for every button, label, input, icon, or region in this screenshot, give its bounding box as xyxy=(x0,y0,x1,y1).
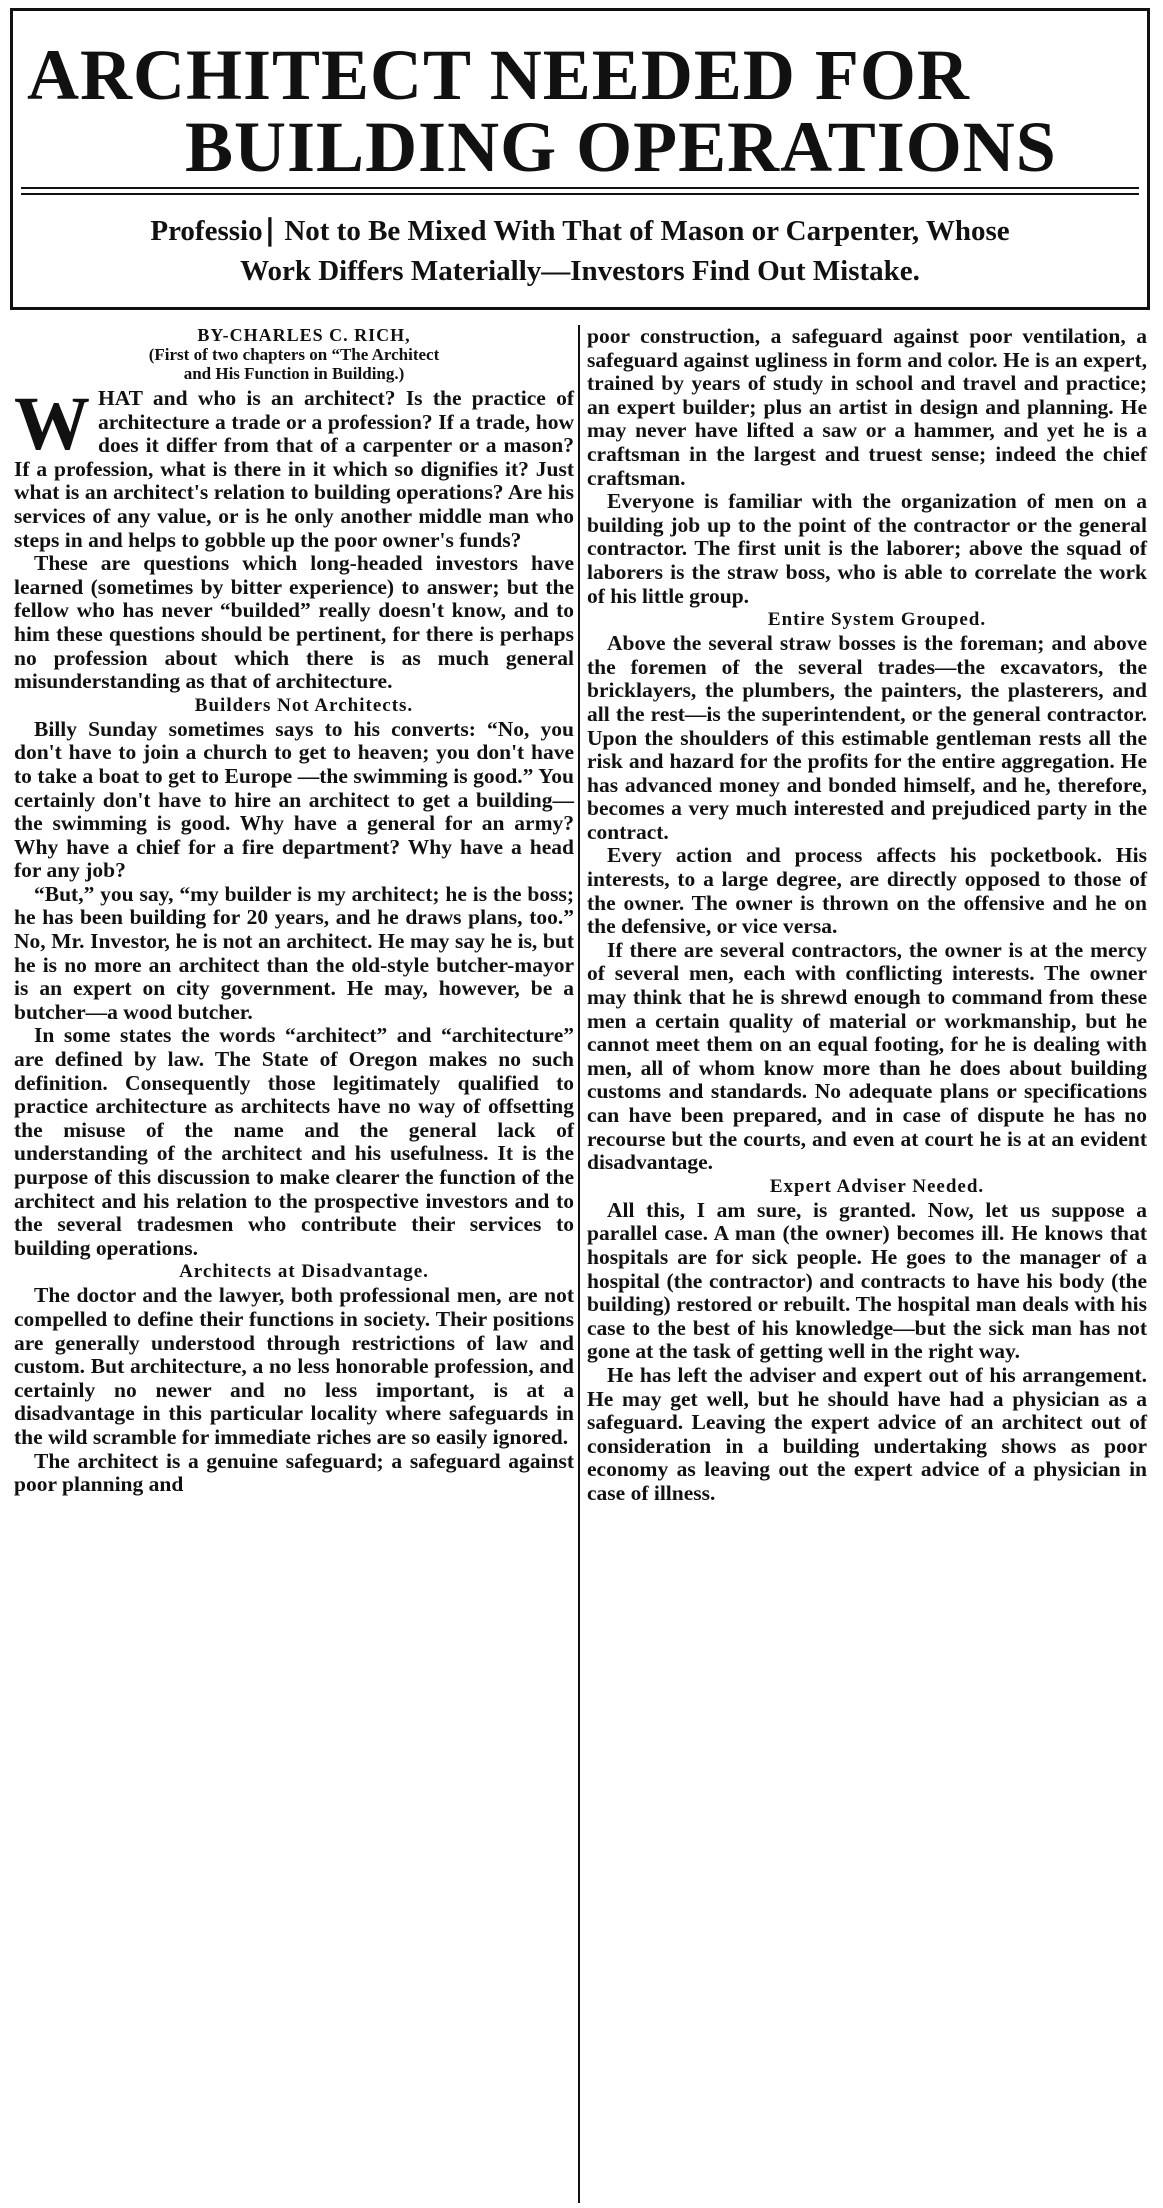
paragraph: Everyone is familiar with the organization of men on a building job up to the point of the contractor or the general contractor. The first unit is the laborer; above the squad of laborers is the straw boss, who is able to correlate the work of his little group. xyxy=(587,489,1147,608)
headline-box xyxy=(10,8,1150,310)
paragraph: “But,” you say, “my builder is my architect; he is the boss; he has been building for 20 years, and he draws plans, too.” No, Mr. Investor, he is not an architect. He may say he is, but he is no more an architect than the old-style butcher-mayor is an expert on city government. He may, however, be a butcher—a wood butcher. xyxy=(14,881,574,1024)
article-column-1 xyxy=(14,325,574,1497)
subhead-builders: Builders Not Architects. xyxy=(194,694,414,716)
byline-note-line-2: and His Function in Building.) xyxy=(183,364,405,383)
deck-line-1: Professio∣ Not to Be Mixed With That of Mason or Carpenter, Whose xyxy=(150,215,1010,247)
paragraph-continued: poor construction, a safeguard against poor ventilation, a safeguard against ugliness in form and color. He is an expert, trained by years of study in school and travel and practice; an expert builder; plus an artist in design and planning. He may never have lifted a saw or a hammer, and yet he is a craftsman in the largest and truest sense; indeed the chief craftsman. xyxy=(587,324,1147,490)
headline-rule-top xyxy=(21,187,1139,189)
paragraph: The doctor and the lawyer, both professional men, are not compelled to define their functions in society. Their positions are generally understood through restrictions of law and custom. But architecture, a no less honorable profession, and certainly no newer and no less important, is at a disadvantage in this particular locality where safeguards in the wild scramble for immediate riches are so easily ignored. xyxy=(14,1283,574,1449)
paragraph: Above the several straw bosses is the foreman; and above the foremen of the several trades—the excavators, the bricklayers, the plumbers, the painters, the plasterers, and all the rest—is the superintendent, or the general contractor. Upon the shoulders of this estimable gentleman rests all the risk and hazard for the profits for the entire aggregation. He has advanced money and bonded himself, and he, therefore, becomes a very much interested and prejudiced party in the contract. xyxy=(587,631,1147,844)
drop-cap: W xyxy=(14,382,90,466)
article-column-2 xyxy=(587,325,1147,1506)
paragraph: The architect is a genuine safeguard; a safeguard against poor planning and xyxy=(14,1448,574,1497)
column-rule xyxy=(578,325,580,2203)
lead-paragraph xyxy=(14,382,574,552)
subhead-disadvantage: Architects at Disadvantage. xyxy=(179,1261,429,1283)
paragraph: If there are several contractors, the owner is at the mercy of several men, each with conflicting interests. The owner may think that he is shrewd enough to command from these men a certain quality of material or workmanship, but he cannot meet them on an equal footing, for he is dealing with men, all of whom know more than he does about building customs and standards. No adequate plans or specifications can have been prepared, and in case of dispute he has no recourse but the courts, and even at court he is at an evident disadvantage. xyxy=(587,937,1147,1175)
byline-note-line-1: (First of two chapters on “The Architect xyxy=(148,345,440,364)
paragraph: These are questions which long-headed investors have learned (sometimes by bitter experience) to answer; but the fellow who has never “builded” really doesn't know, and to him these questions should be pertinent, for there is perhaps no profession about which there is as much general misunderstanding as that of architecture. xyxy=(14,551,574,694)
deck-line-2: Work Differs Materially—Investors Find Out Mistake. xyxy=(240,255,920,287)
headline-line-1: ARCHITECT NEEDED FOR xyxy=(27,35,970,115)
subhead-system: Entire System Grouped. xyxy=(767,609,987,631)
headline-line-2: BUILDING OPERATIONS xyxy=(185,107,1057,187)
paragraph: He has left the adviser and expert out of his arrangement. He may get well, but he should have had a physician as a safeguard. Leaving the expert advice of an architect out of consideration in a building undertaking shows as poor economy as leaving out the expert advice of a physician in case of illness. xyxy=(587,1362,1147,1505)
paragraph: Every action and process affects his pocketbook. His interests, to a large degree, are directly opposed to those of the owner. The owner is thrown on the offensive and he on the defensive, or vice versa. xyxy=(587,843,1147,939)
headline-rule-bottom xyxy=(21,193,1139,195)
deck xyxy=(13,211,1147,291)
subhead-adviser: Expert Adviser Needed. xyxy=(769,1175,985,1197)
paragraph: All this, I am sure, is granted. Now, let us suppose a parallel case. A man (the owner) becomes ill. He knows that hospitals are for sick people. He goes to the manager of a hospital (the contractor) and contracts to have his body (the building) restored or rebuilt. The hospital man deals with his case to the best of his knowledge—but the sick man has not gone at the task of getting well in the right way. xyxy=(587,1197,1147,1364)
paragraph: In some states the words “architect” and “architecture” are defined by law. The State of Oregon makes no such definition. Consequently those legitimately qualified to practice architecture as architects have no way of offsetting the misuse of the name and the general lack of understanding of the architect and his usefulness. It is the purpose of this discussion to make clearer the function of the architect and his relation to the prospective investors and to the several tradesmen who contribute their services to building operations. xyxy=(14,1023,574,1260)
byline-note xyxy=(14,345,574,383)
lead-paragraph-text: HAT and who is an architect? Is the practice of architecture a trade or a profession? If a trade, how does it differ from that of a carpenter or a mason? If a profession, what is there in it which so dignifies it? Just what is an architect's relation to building operations? Are his services of any value, or is he only another middle man who steps in and helps to gobble up the poor owner's funds? xyxy=(14,386,574,552)
byline: BY-CHARLES C. RICH, xyxy=(197,325,411,345)
paragraph: Billy Sunday sometimes says to his converts: “No, you don't have to join a church to get to heaven; you don't have to take a boat to get to Europe —the swimming is good.” You certainly don't have to hire an architect to get a building—the swimming is good. Why have a general for an army? Why have a chief for a fire department? Why have a head for any job? xyxy=(14,716,574,883)
